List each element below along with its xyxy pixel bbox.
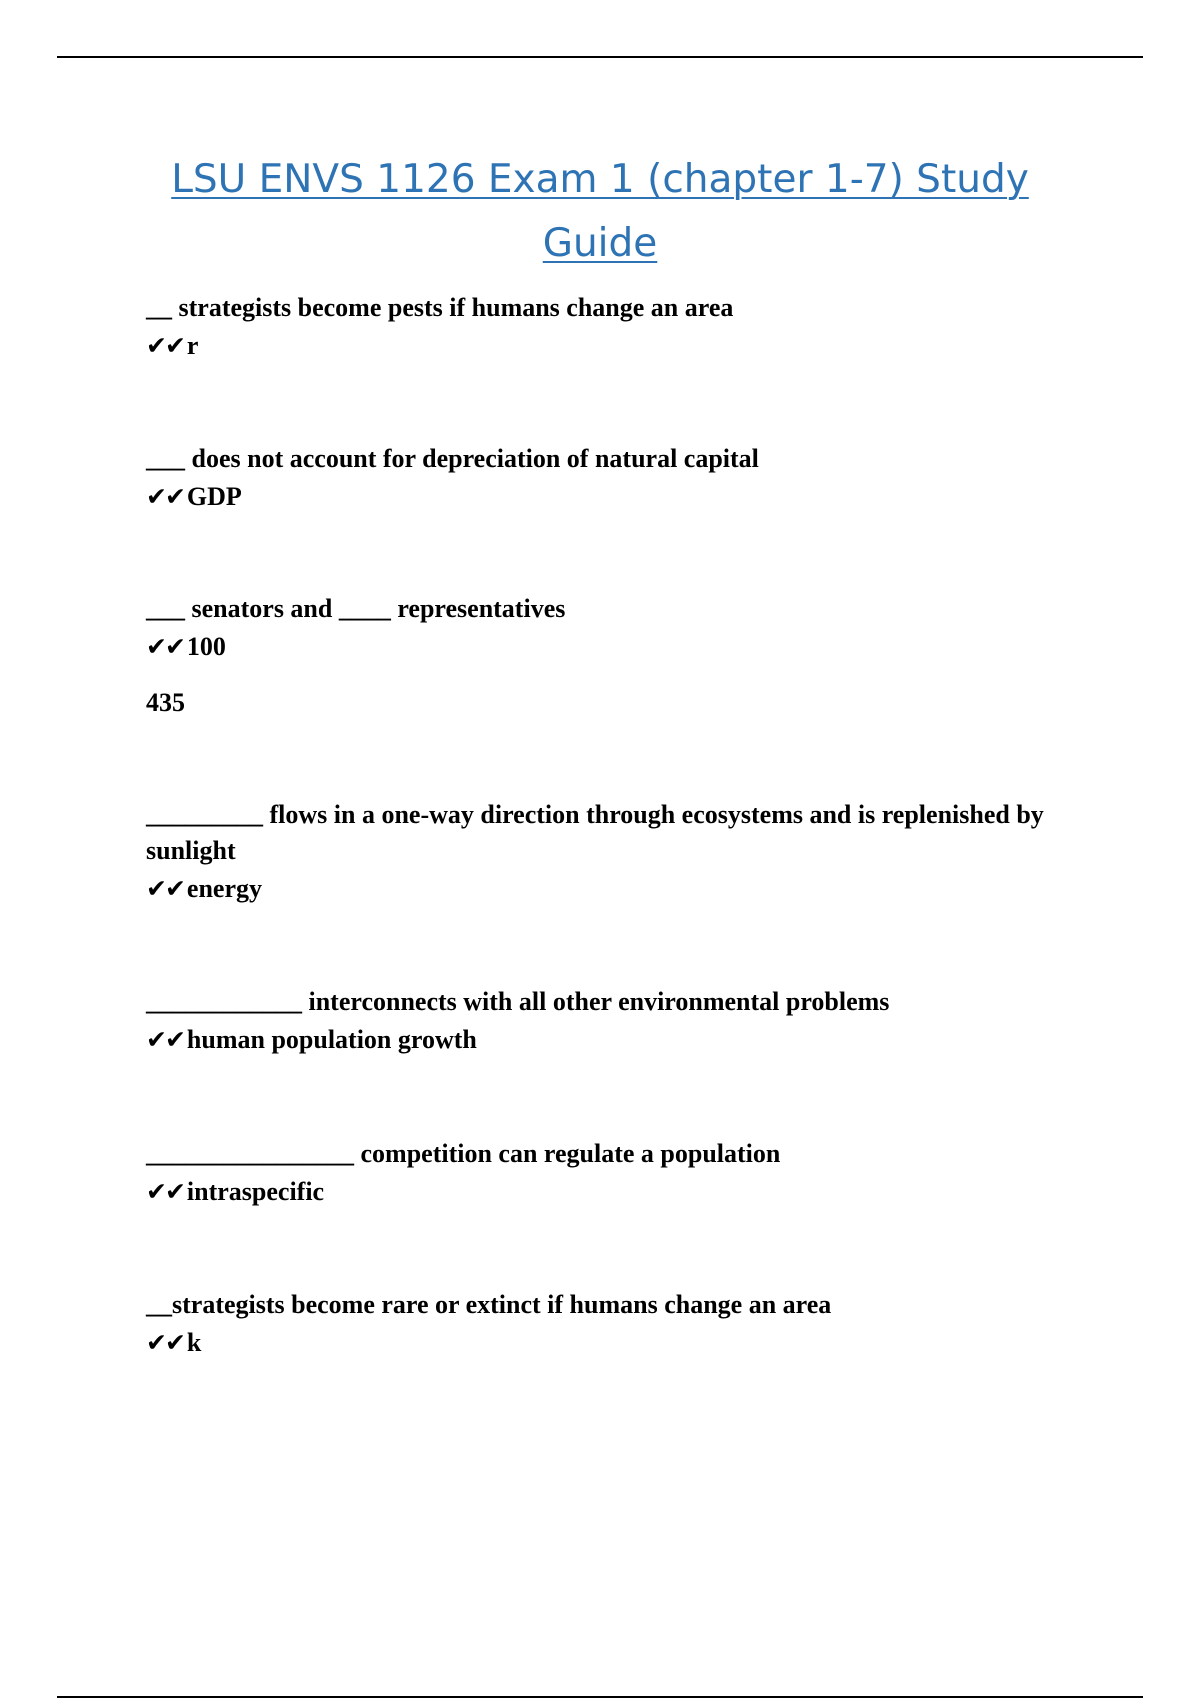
- qa-item-4: [146, 797, 1046, 909]
- question-text: __ strategists become pests if humans change an area: [146, 293, 734, 322]
- qa-item-7: [146, 1287, 1046, 1363]
- double-check-icon: ✔✔: [146, 632, 184, 661]
- answer-text: intraspecific: [186, 1177, 325, 1206]
- double-check-icon: ✔✔: [146, 1177, 184, 1206]
- double-check-icon: ✔✔: [146, 1328, 184, 1357]
- question-text: __strategists become rare or extinct if humans change an area: [146, 1290, 832, 1319]
- bottom-rule: [57, 1696, 1143, 1698]
- answer-line: [146, 1323, 1046, 1363]
- top-rule: [57, 56, 1143, 58]
- answer-text: GDP: [186, 482, 242, 511]
- answer-line: [146, 1020, 1046, 1060]
- answer-text: human population growth: [186, 1025, 477, 1054]
- question-text: ____________ interconnects with all other environmental problems: [146, 987, 890, 1016]
- qa-item-1: [146, 290, 1046, 366]
- answer-line: [146, 1172, 1046, 1212]
- answer-line: [146, 869, 1046, 909]
- qa-item-6: [146, 1136, 1046, 1212]
- double-check-icon: ✔✔: [146, 482, 184, 511]
- answer-text: r: [186, 331, 199, 360]
- question-text: _________ flows in a one-way direction through ecosystems and is replenished by sunlight: [146, 800, 1044, 865]
- answer-line: [146, 326, 1046, 366]
- question-text: ___ senators and ____ representatives: [146, 594, 566, 623]
- double-check-icon: ✔✔: [146, 1025, 184, 1054]
- answer-line: [146, 477, 1046, 517]
- double-check-icon: ✔✔: [146, 331, 184, 360]
- answer-text: k: [186, 1328, 202, 1357]
- answer-line: [146, 627, 1046, 667]
- qa-item-3: [146, 591, 1046, 721]
- answer-text: 100: [186, 632, 226, 661]
- double-check-icon: ✔✔: [146, 874, 184, 903]
- answer-text: energy: [186, 874, 262, 903]
- document-title: LSU ENVS 1126 Exam 1 (chapter 1-7) Study Guide: [171, 157, 1029, 266]
- answer-extra-text: 435: [146, 688, 185, 717]
- qa-item-5: [146, 984, 1046, 1060]
- qa-item-2: [146, 441, 1046, 517]
- question-text: ________________ competition can regulate a population: [146, 1139, 781, 1168]
- question-text: ___ does not account for depreciation of natural capital: [146, 444, 759, 473]
